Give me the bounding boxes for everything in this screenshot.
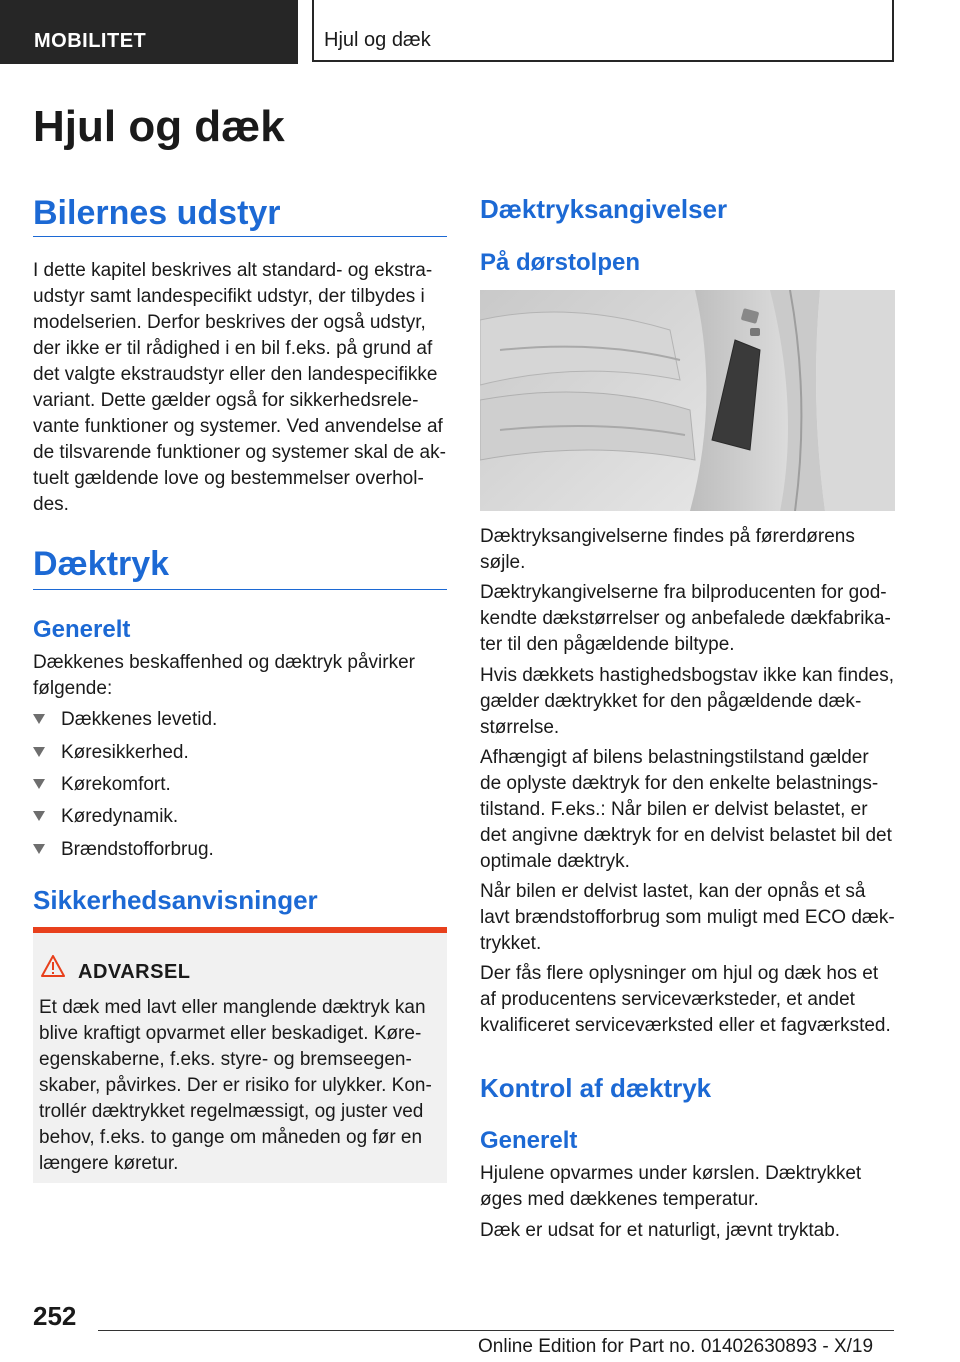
list-item: Brændstofforbrug. bbox=[33, 839, 214, 861]
list-item: Kørekomfort. bbox=[33, 774, 171, 796]
header-section-label: MOBILITET bbox=[34, 30, 147, 52]
heading-generelt: Generelt bbox=[480, 1127, 578, 1154]
bullet-triangle-icon bbox=[33, 747, 45, 757]
list-item: Køredynamik. bbox=[33, 806, 178, 828]
bilernes-paragraph: I dette kapitel beskrives alt standard- og ekstraudstyr samt landespecifikt udstyr, der tilbydes i modelserien. Derfor beskrives der også udstyr, der ikke er til rådighed i en bil f.eks. på grund af det valgte ekstraudstyr eller den landespecifikke variant. Dette gælder også for sikkerhedsrelevante funktioner og systemer. Ved anvendelse af de tilsvarende funktioner og systemer skal de aktuelt gældende love og bestemmelser overholdes. bbox=[33, 260, 446, 515]
heading-bilernes-udstyr: Bilernes udstyr bbox=[33, 194, 281, 232]
header-title: Hjul og dæk bbox=[324, 29, 431, 51]
page-title: Hjul og dæk bbox=[33, 102, 285, 151]
heading-kontrol-af-daektryk: Kontrol af dæktryk bbox=[480, 1073, 712, 1103]
heading-sikkerhedsanvisninger: Sikkerhedsanvisninger bbox=[33, 885, 318, 915]
heading-rule bbox=[33, 236, 447, 237]
bullet-triangle-icon bbox=[33, 811, 45, 821]
warning-title: ADVARSEL bbox=[78, 961, 191, 983]
heading-rule bbox=[33, 589, 447, 590]
paragraph: Der fås flere oplysninger om hjul og dæk hos et af producentens serviceværksteder, et andet kvalificeret serviceværksted eller et fagværksted. bbox=[480, 963, 891, 1036]
list-item: Dækkenes levetid. bbox=[33, 709, 217, 731]
page-number: 252 bbox=[33, 1301, 77, 1331]
heading-daektryksangivelser: Dæktryksangivelser bbox=[480, 194, 728, 224]
door-pillar-tire-label-illustration bbox=[480, 290, 895, 511]
bullet-triangle-icon bbox=[33, 714, 45, 724]
warning-text: Et dæk med lavt eller manglende dæktryk kan blive kraftigt opvarmet eller beskadiget. Køreegenskaberne, f.eks. styre- og bremseegenskaber, påvirkes. Der er risiko for ulykker. Kontrollér dæktrykket regelmæssigt, og juster ved behov, f.eks. to gange om måneden og før en længere køretur. bbox=[39, 997, 432, 1174]
heading-daektryk: Dæktryk bbox=[33, 545, 170, 583]
paragraph: Afhængigt af bilens belastningstilstand gælder de oplyste dæktryk for den enkelte belastningstilstand. F.eks.: Når bilen er delvist belastet, er det angivne dæktryk for en delvist belastet bil det optimale dæktryk. bbox=[480, 747, 892, 872]
list-item: Køresikkerhed. bbox=[33, 742, 189, 764]
heading-generelt: Generelt bbox=[33, 616, 131, 643]
bullet-triangle-icon bbox=[33, 844, 45, 854]
paragraph: Når bilen er delvist lastet, kan der opnås et så lavt brændstofforbrug som muligt med ECO dæktrykket. bbox=[480, 881, 895, 954]
paragraph: Dæk er udsat for et naturligt, jævnt tryktab. bbox=[480, 1220, 841, 1241]
heading-pa-dorstolpen: På dørstolpen bbox=[480, 249, 641, 276]
warning-triangle-icon bbox=[41, 955, 65, 977]
bullet-triangle-icon bbox=[33, 779, 45, 789]
footer-rule bbox=[98, 1330, 894, 1331]
paragraph: Hjulene opvarmes under kørslen. Dæktrykket øges med dækkenes temperatur. bbox=[480, 1163, 862, 1210]
paragraph: Dæktrykangivelserne fra bilproducenten for godkendte dækstørrelser og anbefalede dækfabrikater til den pågældende biltype. bbox=[480, 582, 891, 655]
paragraph: Dæktryksangivelserne findes på førerdørens søjle. bbox=[480, 526, 855, 573]
footer-edition: Online Edition for Part no. 01402630893 - X/19 bbox=[478, 1336, 874, 1357]
warning-box bbox=[33, 927, 447, 1183]
paragraph: Hvis dækkets hastighedsbogstav ikke kan findes, gælder dæktrykket for den pågældende dækstørrelse. bbox=[480, 665, 894, 738]
generelt-paragraph: Dækkenes beskaffenhed og dæktryk påvirker følgende: bbox=[33, 652, 415, 699]
